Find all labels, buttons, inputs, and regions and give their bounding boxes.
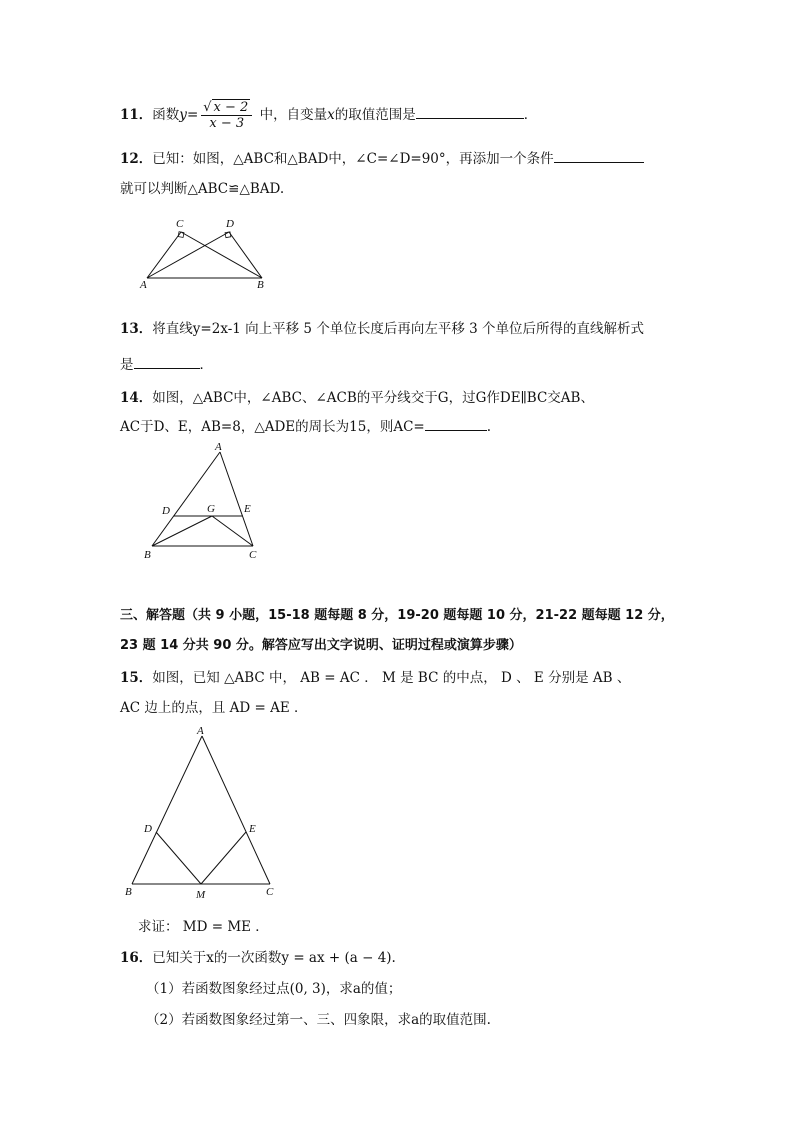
question-text: AC 边上的点，且 AD = AE ． [120, 700, 308, 716]
label-a: A [197, 725, 204, 737]
label-d: D [162, 505, 170, 517]
question-11 [120, 100, 537, 131]
figure-q14 [140, 438, 270, 566]
fraction-denominator: x − 3 [209, 116, 245, 131]
label-b: B [257, 279, 264, 291]
question-number: 14． [120, 390, 153, 406]
equals-sign: = [186, 107, 199, 123]
figure-q15 [120, 722, 285, 902]
question-15-line2 [120, 696, 308, 716]
question-16 [120, 946, 396, 966]
question-13 [120, 317, 644, 337]
question-text: 已知关于x的一次函数y = ax + (a − 4). [152, 950, 396, 966]
question-16-sub2 [146, 1008, 491, 1028]
question-number: 15． [120, 670, 153, 686]
question-text: 如图，已知 △ABC 中， AB = AC ． M 是 BC 的中点， D 、 E 分别是 AB 、 [152, 670, 631, 686]
question-text: 如图，△ABC中，∠ABC、∠ACB的平分线交于G，过G作DE∥BC交AB、 [152, 390, 594, 406]
variable-x: x [327, 107, 335, 123]
question-text: 就可以判断△ABC≌△BAD. [120, 181, 285, 197]
question-15 [120, 666, 630, 686]
prove-text: 求证： MD = ME ． [138, 919, 269, 935]
answer-blank[interactable] [425, 416, 487, 431]
question-14-line2 [120, 415, 491, 435]
label-c: C [266, 886, 274, 898]
question-number: 11． [120, 107, 153, 123]
question-16-sub1 [146, 977, 401, 997]
question-text: 是 [120, 357, 134, 373]
question-12-line2 [120, 177, 284, 197]
section-heading [120, 604, 674, 623]
period: . [486, 419, 492, 435]
label-c: C [249, 549, 257, 561]
question-12 [120, 147, 644, 167]
subquestion-1: （1）若函数图象经过点(0, 3)，求a的值； [146, 981, 402, 997]
variable-y: y [179, 107, 187, 123]
question-text: 将直线y=2x-1 向上平移 5 个单位长度后再向左平移 3 个单位后所得的直线解析式 [152, 321, 644, 337]
label-b: B [125, 886, 132, 898]
answer-blank[interactable] [416, 104, 524, 119]
label-e: E [244, 503, 251, 515]
label-c: C [176, 218, 184, 230]
label-a: A [215, 441, 222, 453]
period: ． [199, 357, 213, 373]
label-e: E [249, 823, 256, 835]
answer-blank[interactable] [554, 148, 644, 163]
question-15-prove [138, 915, 269, 935]
label-b: B [144, 549, 151, 561]
question-number: 12． [120, 151, 153, 167]
section-heading-2 [120, 634, 522, 653]
period: ． [523, 107, 538, 123]
question-text: 中，自变量 [255, 107, 328, 123]
subquestion-2: （2）若函数图象经过第一、三、四象限，求a的取值范围. [146, 1012, 491, 1028]
answer-blank[interactable] [134, 354, 200, 369]
question-number: 13． [120, 321, 153, 337]
label-d: D [144, 823, 152, 835]
section-heading-line2: 23 题 14 分共 90 分。解答应写出文字说明、证明过程或演算步骤） [120, 638, 522, 653]
label-m: M [196, 889, 206, 901]
question-text: 函数 [152, 107, 180, 123]
question-text: AC于D、E，AB=8，△ADE的周长为15，则AC= [120, 419, 425, 435]
question-14 [120, 386, 594, 406]
fraction [201, 100, 252, 131]
fraction-numerator: √ x − 2 [201, 100, 252, 116]
question-text: 已知：如图，△ABC和△BAD中，∠C=∠D=90°，再添加一个条件 [152, 151, 554, 167]
label-d: D [226, 218, 234, 230]
label-g: G [207, 503, 215, 515]
figure-q12 [135, 212, 275, 294]
question-text: 的取值范围是 [334, 107, 416, 123]
question-number: 16． [120, 950, 153, 966]
section-heading-line1: 三、解答题（共 9 小题，15-18 题每题 8 分，19-20 题每题 10 分，21-22 题每题 12 分， [120, 608, 674, 623]
label-a: A [140, 279, 147, 291]
question-13-line2 [120, 353, 213, 373]
